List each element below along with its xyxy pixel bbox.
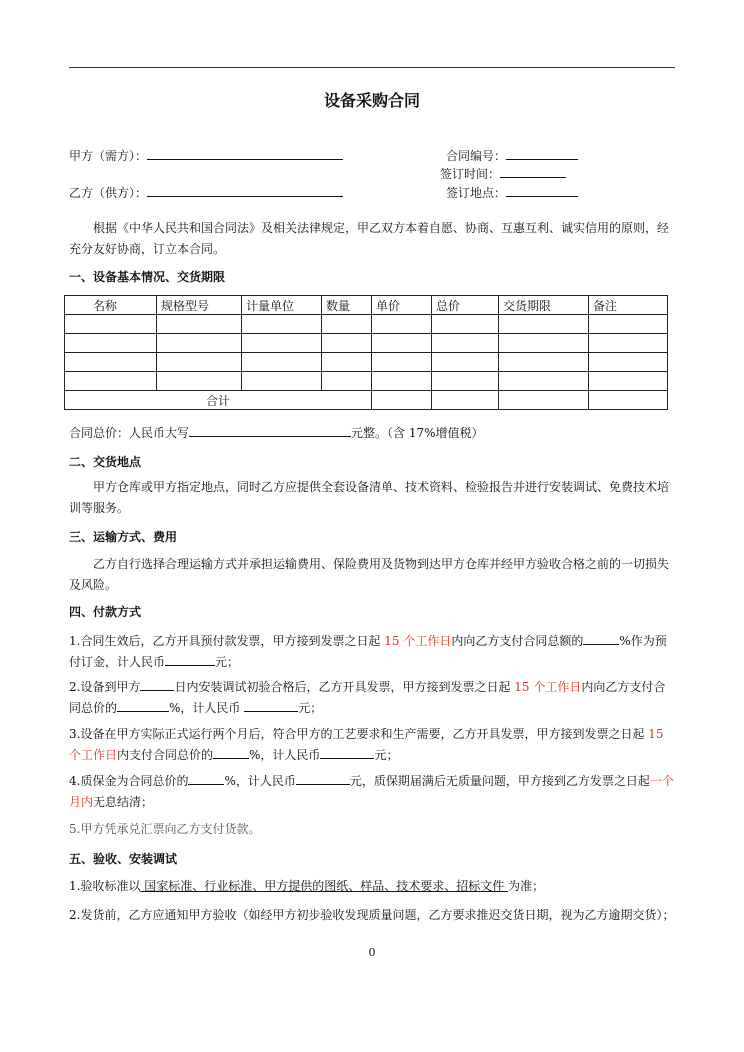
document-title: 设备采购合同 — [323, 91, 420, 110]
column-header: 总价 — [432, 296, 499, 315]
section1-heading: 一、设备基本情况、交货期限 — [69, 270, 226, 284]
column-header: 名称 — [65, 296, 157, 315]
party-b-blank — [147, 184, 343, 197]
section2-text: 甲方仓库或甲方指定地点，同时乙方应提供全套设备清单、技术资料、检验报告并进行安装调试、免费技术培训等服务。 — [69, 480, 670, 515]
acceptance-item-1: 1.验收标准以 国家标准、行业标准、甲方提供的图纸、样品、技术要求、招标文件 为准； — [69, 879, 545, 893]
payment-item-2: 2.设备到甲方 日内安装调试初验合格后，乙方开具发票，甲方接到发票之日起 15 个工作日内向乙方支付合同总价的 %，计人民币 元； — [69, 680, 666, 715]
party-a-blank — [147, 147, 343, 160]
table-row — [65, 334, 668, 353]
header-rule — [69, 67, 675, 68]
sign-time-field — [440, 165, 566, 182]
amount-blank — [244, 699, 298, 712]
party-a-field — [69, 147, 343, 164]
total-price-prefix: 合同总价：人民币大写 — [69, 426, 190, 440]
intro-paragraph: 根据《中华人民共和国合同法》及相关法律规定，甲乙双方本着自愿、协商、互惠互利、诚实信用的原则，经充分友好协商，订立本合同。 — [69, 221, 670, 256]
table-row — [65, 353, 668, 372]
section3-text: 乙方自行选择合理运输方式并承担运输费用、保险费用及货物到达甲方仓库并经甲方验收合格之前的一切损失及风险。 — [69, 557, 670, 592]
table-row — [65, 315, 668, 334]
party-b-field — [69, 184, 343, 201]
deadline-highlight: 一个月内 — [69, 774, 674, 809]
section3-heading: 三、运输方式、费用 — [69, 530, 178, 544]
contract-no-blank — [506, 147, 578, 160]
contract-no-label: 合同编号： — [446, 149, 507, 163]
sign-place-blank — [506, 184, 578, 197]
payment-item-5: 5.甲方凭承兑汇票向乙方支付货款。 — [69, 822, 261, 836]
amount-blank — [165, 653, 215, 666]
sign-time-blank — [500, 165, 566, 178]
days-blank — [140, 678, 174, 691]
table-row — [65, 372, 668, 391]
column-header: 数量 — [322, 296, 372, 315]
deadline-highlight: 15 个工作日 — [69, 727, 664, 762]
deadline-highlight: 15 个工作日 — [384, 634, 452, 648]
percent-blank — [188, 772, 224, 785]
sign-place-field — [446, 184, 578, 201]
table-header-row — [65, 296, 668, 315]
total-price-line — [69, 424, 484, 441]
party-a-label: 甲方（需方）： — [69, 149, 148, 163]
payment-item-1: 1.合同生效后，乙方开具预付款发票，甲方接到发票之日起 15 个工作日内向乙方支付合同总额的 %作为预付订金，计人民币 元； — [69, 634, 667, 669]
column-header: 计量单位 — [242, 296, 322, 315]
total-price-suffix: 元整。（含 17%增值税） — [351, 426, 484, 440]
acceptance-item-2: 2.发货前，乙方应通知甲方验收（如经甲方初步验收发现质量问题，乙方要求推迟交货日期，视为乙方逾期交货）； — [69, 908, 675, 922]
contract-no-field — [446, 147, 578, 164]
column-header: 备注 — [589, 296, 668, 315]
payment-item-3: 3.设备在甲方实际正式运行两个月后，符合甲方的工艺要求和生产需要，乙方开具发票，甲方接到发票之日起 15 个工作日内支付合同总价的 %，计人民币 元； — [69, 727, 664, 762]
percent-blank — [583, 632, 619, 645]
total-price-blank — [189, 424, 351, 437]
section5-heading: 五、验收、安装调试 — [69, 852, 178, 866]
sign-place-label: 签订地点： — [446, 186, 507, 200]
deadline-highlight: 15 个工作日 — [514, 680, 582, 694]
section2-heading: 二、交货地点 — [69, 455, 142, 469]
section4-heading: 四、付款方式 — [69, 605, 142, 619]
column-header: 单价 — [372, 296, 432, 315]
page-number: 0 — [368, 946, 376, 959]
total-label: 合计 — [65, 391, 372, 410]
column-header: 交货期限 — [499, 296, 589, 315]
column-header: 规格型号 — [157, 296, 242, 315]
standards-underlined: 国家标准、行业标准、甲方提供的图纸、样品、技术要求、招标文件 — [140, 879, 509, 893]
sign-time-label: 签订时间： — [440, 167, 501, 181]
percent-blank — [117, 699, 169, 712]
amount-blank — [320, 746, 374, 759]
party-b-label: 乙方（供方）： — [69, 186, 148, 200]
table-total-row — [65, 391, 668, 410]
payment-item-4: 4.质保金为合同总价的 %，计人民币 元，质保期届满后无质量问题，甲方接到乙方发票之日起一个月内无息结清； — [69, 774, 674, 809]
amount-blank — [296, 772, 350, 785]
equipment-table — [64, 295, 668, 410]
percent-blank — [213, 746, 249, 759]
